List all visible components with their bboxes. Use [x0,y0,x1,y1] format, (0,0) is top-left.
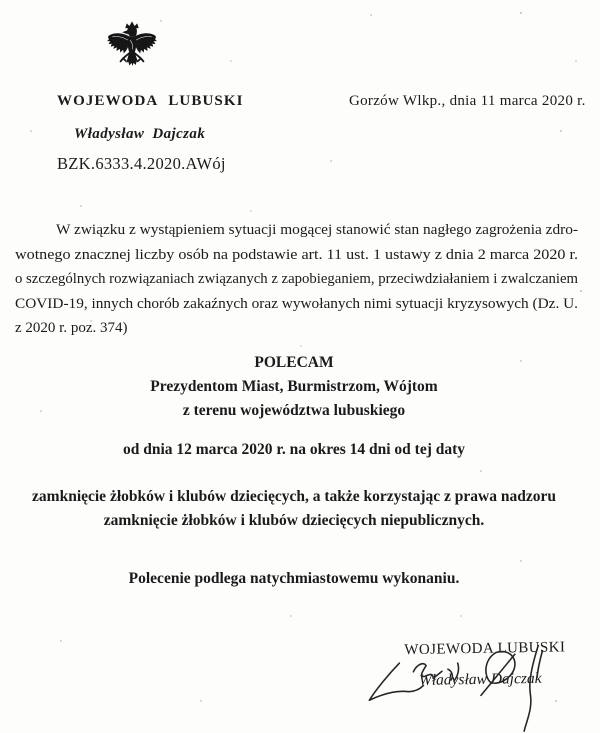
signature-name: Władysław Dajczak [418,669,542,689]
order-line: zamknięcie żłobków i klubów dziecięcych niepublicznych. [103,511,485,529]
paragraph-line: wotnego znacznej liczby osób na podstawie art. 11 ust. 1 ustawy z dnia 2 marca 2020 r. [15,246,578,263]
letterhead-office-title: WOJEWODA LUBUSKI [57,93,244,109]
addressee-line: Prezydentom Miast, Burmistrzom, Wójtom [150,377,438,395]
signature-block [362,639,589,733]
place-and-date: Gorzów Wlkp., dnia 11 marca 2020 r. [349,93,586,109]
paragraph-line: z 2020 r. poz. 374) [15,320,128,337]
paragraph-line: o szczególnych rozwiązaniach związanych z zapobieganiem, przeciwdziałaniem i zwalczaniem [15,271,578,288]
addressee-lines [0,375,588,423]
order-heading-block [0,351,588,422]
order-heading: POLECAM [254,354,334,371]
execution-clause: Polecenie podlega natychmiastowemu wykonaniu. [128,570,460,587]
polish-eagle-emblem-icon [106,21,158,83]
scan-noise-speckles [0,0,2,2]
reference-number: BZK.6333.4.2020.AWój [57,154,226,173]
signature-office-title: WOJEWODA LUBUSKI [404,639,566,659]
order-period-line: od dnia 12 marca 2020 r. na okres 14 dni od tej daty [122,441,466,458]
intro-paragraph [15,218,578,341]
paragraph-line: COVID-19, innych chorób zakaźnych oraz wywołanych nimi sytuacji kryzysowych (Dz. U. [15,295,578,312]
order-content-lines [0,485,588,533]
letterhead-official-name: Władysław Dajczak [74,126,206,142]
paragraph-line: W związku z wystąpieniem sytuacji mogącej stanowić stan nagłego zagrożenia zdro- [56,222,578,238]
addressee-line: z terenu województwa lubuskiego [182,401,406,419]
order-line: zamknięcie żłobków i klubów dziecięcych, a także korzystając z prawa nadzoru [32,488,556,505]
